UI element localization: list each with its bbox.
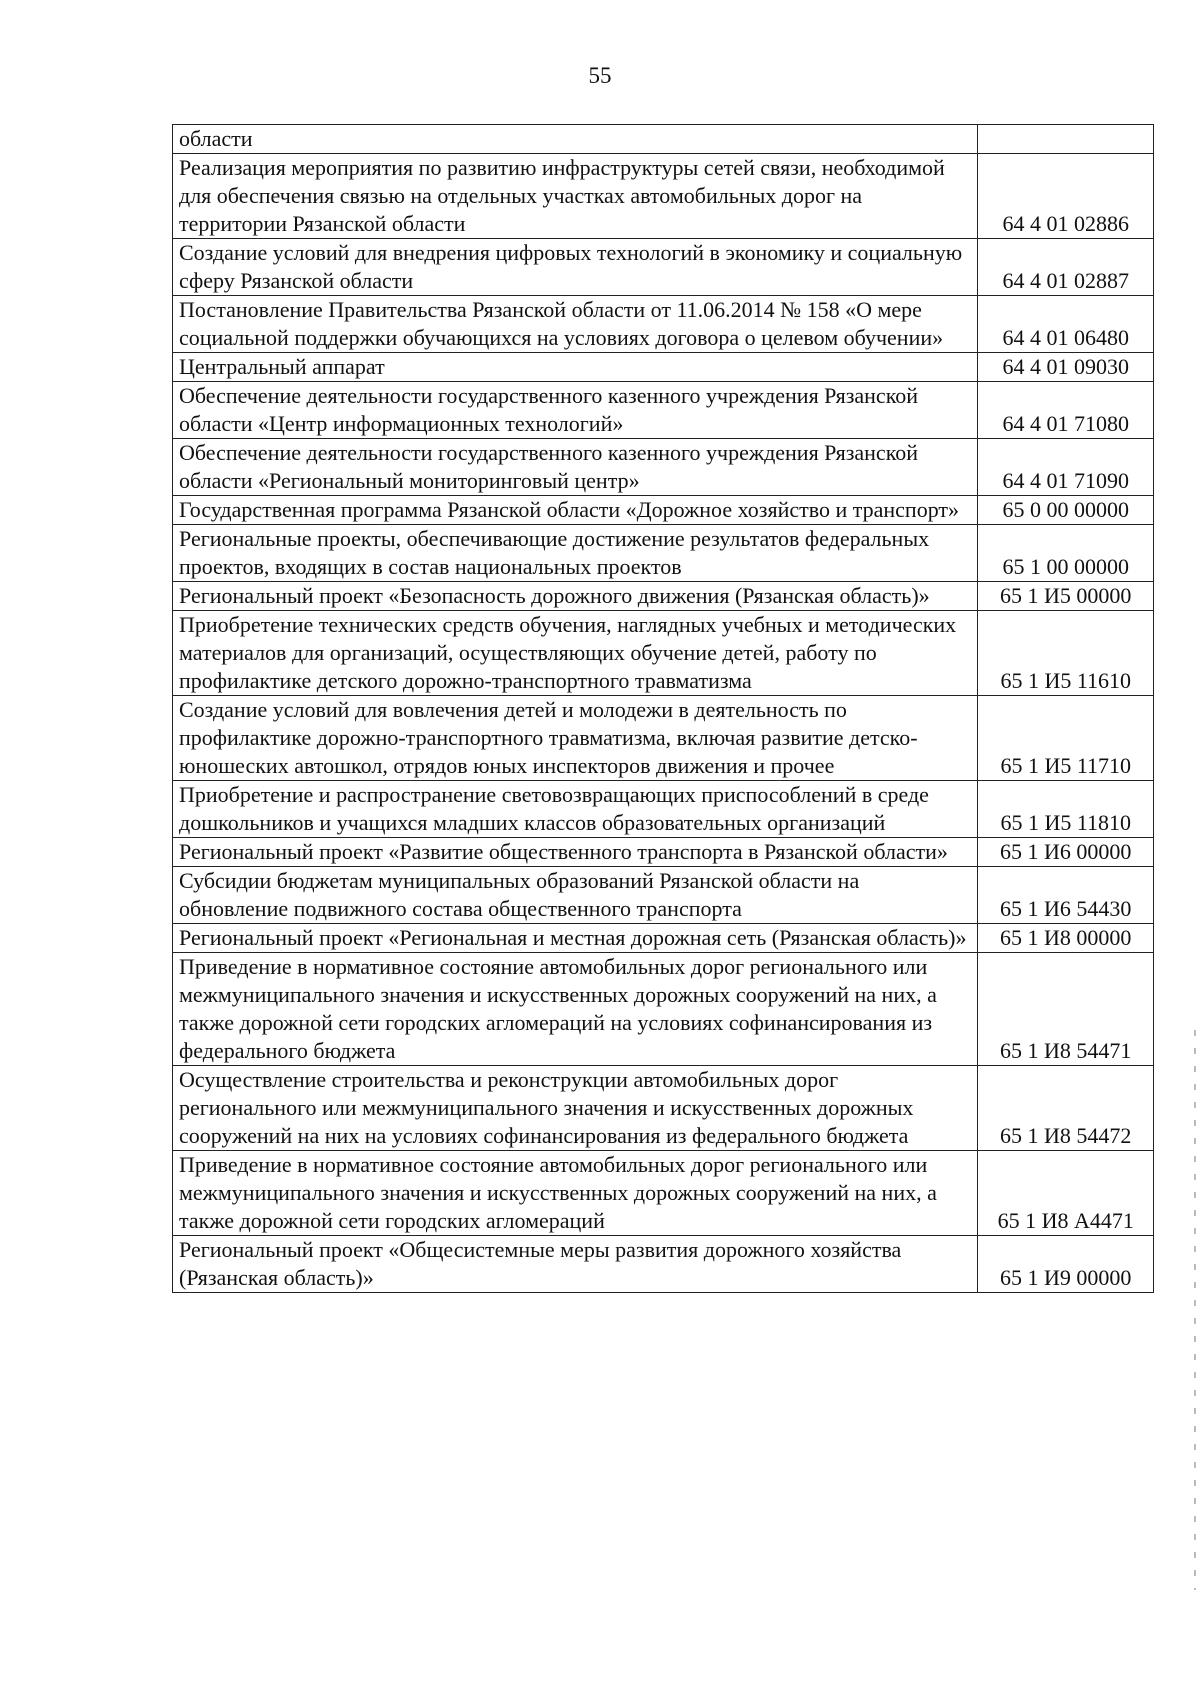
row-name-cell: Региональный проект «Региональная и местная дорожная сеть (Рязанская область)» bbox=[173, 924, 978, 953]
page-number: 55 bbox=[588, 63, 612, 88]
row-code-cell: 65 1 И8 54471 bbox=[978, 953, 1154, 1066]
table-row bbox=[173, 582, 1154, 611]
row-name-cell: Региональный проект «Общесистемные меры развития дорожного хозяйства (Рязанская область)» bbox=[173, 1236, 978, 1293]
table-row bbox=[173, 1236, 1154, 1293]
row-code-cell: 65 1 И8 А4471 bbox=[978, 1151, 1154, 1236]
row-code-cell: 64 4 01 71090 bbox=[978, 439, 1154, 496]
row-code-cell: 64 4 01 71080 bbox=[978, 382, 1154, 439]
row-code-cell: 65 1 00 00000 bbox=[978, 525, 1154, 582]
row-code-cell: 64 4 01 09030 bbox=[978, 353, 1154, 382]
row-name-cell: Региональные проекты, обеспечивающие достижение результатов федеральных проектов, входящих в состав национальных проектов bbox=[173, 525, 978, 582]
row-name-cell: Приведение в нормативное состояние автомобильных дорог регионального или межмуниципального значения и искусственных дорожных сооружений на них, а также дорожной сети городских агломераций на условиях софинансирования из федерального бюджета bbox=[173, 953, 978, 1066]
row-name-cell: Региональный проект «Безопасность дорожного движения (Рязанская область)» bbox=[173, 582, 978, 611]
table-row bbox=[173, 525, 1154, 582]
table-row bbox=[173, 382, 1154, 439]
row-name-cell: Субсидии бюджетам муниципальных образований Рязанской области на обновление подвижного состава общественного транспорта bbox=[173, 867, 978, 924]
row-name-cell: Осуществление строительства и реконструкции автомобильных дорог регионального или межмуниципального значения и искусственных дорожных сооружений на них на условиях софинансирования из федерального бюджета bbox=[173, 1066, 978, 1151]
row-name-cell: Приобретение технических средств обучения, наглядных учебных и методических материалов для организаций, осуществляющих обучение детей, работу по профилактике детского дорожно-транспортного травматизма bbox=[173, 611, 978, 696]
table-row bbox=[173, 154, 1154, 239]
table-row bbox=[173, 1066, 1154, 1151]
row-name-cell: области bbox=[173, 125, 978, 154]
row-name-cell: Государственная программа Рязанской области «Дорожное хозяйство и транспорт» bbox=[173, 496, 978, 525]
row-code-cell: 65 1 И5 11610 bbox=[978, 611, 1154, 696]
table-row bbox=[173, 1151, 1154, 1236]
row-code-cell: 65 1 И8 00000 bbox=[978, 924, 1154, 953]
table-row bbox=[173, 781, 1154, 838]
row-name-cell: Центральный аппарат bbox=[173, 353, 978, 382]
row-name-cell: Обеспечение деятельности государственного казенного учреждения Рязанской области «Региональный мониторинговый центр» bbox=[173, 439, 978, 496]
row-name-cell: Создание условий для вовлечения детей и молодежи в деятельность по профилактике дорожно-транспортного травматизма, включая развитие детско-юношеских автошкол, отрядов юных инспекторов движения и прочее bbox=[173, 696, 978, 781]
row-code-cell: 65 1 И6 00000 bbox=[978, 838, 1154, 867]
table-row bbox=[173, 838, 1154, 867]
row-code-cell bbox=[978, 125, 1154, 154]
table-row bbox=[173, 439, 1154, 496]
row-code-cell: 65 0 00 00000 bbox=[978, 496, 1154, 525]
table-row bbox=[173, 696, 1154, 781]
row-code-cell: 65 1 И5 11710 bbox=[978, 696, 1154, 781]
row-code-cell: 65 1 И5 11810 bbox=[978, 781, 1154, 838]
row-name-cell: Приведение в нормативное состояние автомобильных дорог регионального или межмуниципального значения и искусственных дорожных сооружений на них, а также дорожной сети городских агломераций bbox=[173, 1151, 978, 1236]
table-row bbox=[173, 611, 1154, 696]
table-row bbox=[173, 924, 1154, 953]
row-name-cell: Приобретение и распространение световозвращающих приспособлений в среде дошкольников и учащихся младших классов образовательных организаций bbox=[173, 781, 978, 838]
table-row bbox=[173, 296, 1154, 353]
row-code-cell: 65 1 И8 54472 bbox=[978, 1066, 1154, 1151]
row-name-cell: Создание условий для внедрения цифровых технологий в экономику и социальную сферу Рязанской области bbox=[173, 239, 978, 296]
row-code-cell: 65 1 И5 00000 bbox=[978, 582, 1154, 611]
row-code-cell: 64 4 01 06480 bbox=[978, 296, 1154, 353]
row-name-cell: Реализация мероприятия по развитию инфраструктуры сетей связи, необходимой для обеспечения связью на отдельных участках автомобильных дорог на территории Рязанской области bbox=[173, 154, 978, 239]
table-row bbox=[173, 953, 1154, 1066]
table-row bbox=[173, 239, 1154, 296]
budget-classification-table bbox=[172, 124, 1154, 1293]
row-code-cell: 65 1 И9 00000 bbox=[978, 1236, 1154, 1293]
row-code-cell: 64 4 01 02886 bbox=[978, 154, 1154, 239]
table-body bbox=[173, 125, 1154, 1293]
scan-edge-marks bbox=[1194, 1030, 1196, 1590]
row-name-cell: Региональный проект «Развитие общественного транспорта в Рязанской области» bbox=[173, 838, 978, 867]
table-row bbox=[173, 867, 1154, 924]
table-row bbox=[173, 125, 1154, 154]
row-name-cell: Обеспечение деятельности государственного казенного учреждения Рязанской области «Центр информационных технологий» bbox=[173, 382, 978, 439]
row-code-cell: 65 1 И6 54430 bbox=[978, 867, 1154, 924]
table-row bbox=[173, 353, 1154, 382]
row-name-cell: Постановление Правительства Рязанской области от 11.06.2014 № 158 «О мере социальной поддержки обучающихся на условиях договора о целевом обучении» bbox=[173, 296, 978, 353]
row-code-cell: 64 4 01 02887 bbox=[978, 239, 1154, 296]
table-row bbox=[173, 496, 1154, 525]
